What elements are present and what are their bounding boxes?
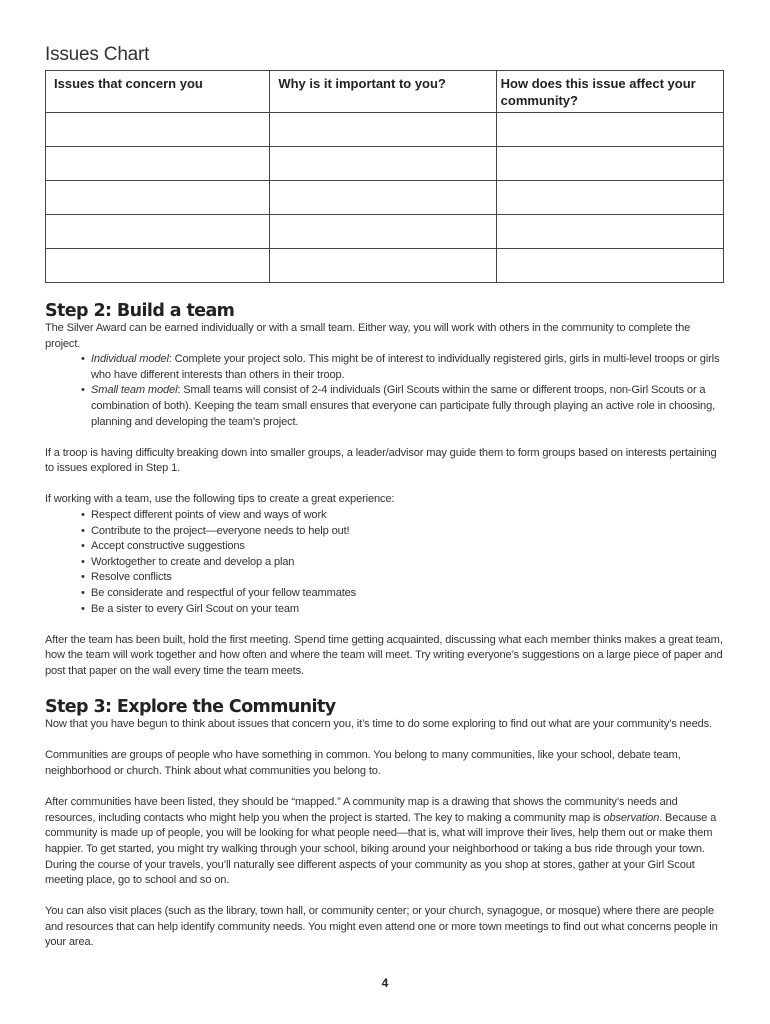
step2-intro: The Silver Award can be earned individually or with a small team. Either way, you will work with others in the community to complete the project.: [45, 322, 691, 350]
header-why-important: Why is it important to you?: [270, 71, 496, 113]
table-row: [46, 113, 724, 147]
header-community-effect: How does this issue affect your community?: [496, 71, 723, 113]
table-row: [46, 215, 724, 249]
table-cell[interactable]: [496, 113, 723, 147]
team-model-list: [45, 352, 725, 430]
step3-paragraph-1: Now that you have begun to think about issues that concern you, it’s time to do some exploring to find out what are your community’s needs.: [45, 718, 712, 731]
table-cell[interactable]: [46, 113, 270, 147]
list-item: • Contribute to the project—everyone needs to help out!: [91, 524, 725, 540]
table-cell[interactable]: [270, 181, 496, 215]
step3-paragraph-2: Communities are groups of people who have something in common. You belong to many communities, like your school, debate team, neighborhood or church. Think about what communities you belong to.: [45, 749, 681, 778]
observation-term: observation: [603, 811, 660, 824]
table-header-row: [46, 71, 724, 113]
page-number: 4: [381, 976, 389, 990]
table-cell[interactable]: [46, 147, 270, 181]
list-item: • Respect different points of view and ways of work: [91, 508, 725, 524]
table-cell[interactable]: [270, 215, 496, 249]
list-item: • Accept constructive suggestions: [91, 539, 725, 555]
table-cell[interactable]: [270, 147, 496, 181]
issues-chart-table: [45, 70, 724, 283]
team-tips-list: [45, 508, 725, 617]
model-description: : Small teams will consist of 2-4 individuals (Girl Scouts within the same or different troops, non-Girl Scouts or a combination of both). Keeping the team small ensures that everyone can participate fully through playing an active role in choosing, planning and developing the team’s project.: [91, 384, 716, 428]
model-term: Individual model: [91, 353, 169, 366]
tips-intro: If working with a team, use the following tips to create a great experience:: [45, 493, 395, 506]
step2-heading: Step 2: Build a team: [45, 301, 235, 321]
table-cell[interactable]: [270, 113, 496, 147]
table-cell[interactable]: [46, 249, 270, 283]
table-cell[interactable]: [46, 215, 270, 249]
list-item-individual-model: [91, 352, 725, 383]
list-item: • Resolve conflicts: [91, 570, 725, 586]
table-cell[interactable]: [270, 249, 496, 283]
step3-paragraph-3: [45, 795, 725, 889]
paragraph-text: After communities have been listed, they should be “mapped.” A community map is a drawing that shows the community’s needs and resources, including contacts who might help you when the project is started. The key to making a community map is: [45, 796, 678, 824]
model-description: : Complete your project solo. This might be of interest to individually registered girls, girls in multi-level troops or girls who have different interests than others in their troop.: [91, 353, 720, 381]
list-item: • Be a sister to every Girl Scout on your team: [91, 602, 725, 618]
list-item: • Worktogether to create and develop a plan: [91, 555, 725, 571]
list-item-small-team-model: [91, 383, 725, 430]
table-cell[interactable]: [46, 181, 270, 215]
page-content: [45, 44, 725, 951]
paragraph-text: . Because a community is made up of people, you will be looking for what people need—that is, what will improve their lives, help them out or make them happier. To get started, you might try walking through your school, biking around your neighborhood or taking a bus ride through your town. During the course of your travels, you’ll naturally see different aspects of your community as you shop at stores, gather at your Girl Scout meeting place, go to school and so on.: [45, 811, 717, 887]
table-cell[interactable]: [496, 147, 723, 181]
table-row: [46, 249, 724, 283]
table-cell[interactable]: [496, 249, 723, 283]
list-item: • Be considerate and respectful of your fellow teammates: [91, 586, 725, 602]
table-cell[interactable]: [496, 181, 723, 215]
step3-paragraph-4: You can also visit places (such as the library, town hall, or community center; or your church, synagogue, or mosque) where there are people and resources that can help identify community needs. You might even attend one or more town meetings to find out what concerns people in your area.: [45, 905, 718, 949]
header-issues: Issues that concern you: [46, 71, 270, 113]
step3-heading: Step 3: Explore the Community: [45, 697, 336, 718]
table-row: [46, 181, 724, 215]
troop-paragraph: If a troop is having difficulty breaking down into smaller groups, a leader/advisor may guide them to form groups based on interests pertaining to issues explored in Step 1.: [45, 446, 717, 475]
issues-chart-title: Issues Chart: [45, 44, 150, 65]
model-term: Small team model: [91, 384, 178, 397]
first-meeting-paragraph: After the team has been built, hold the first meeting. Spend time getting acquainted, discussing what each member thinks makes a great team, how the team will work together and how often and where the team will meet. Try writing everyone’s suggestions on a large piece of paper and post that paper on the wall every time the team meets.: [45, 633, 723, 677]
table-row: [46, 147, 724, 181]
table-cell[interactable]: [496, 215, 723, 249]
